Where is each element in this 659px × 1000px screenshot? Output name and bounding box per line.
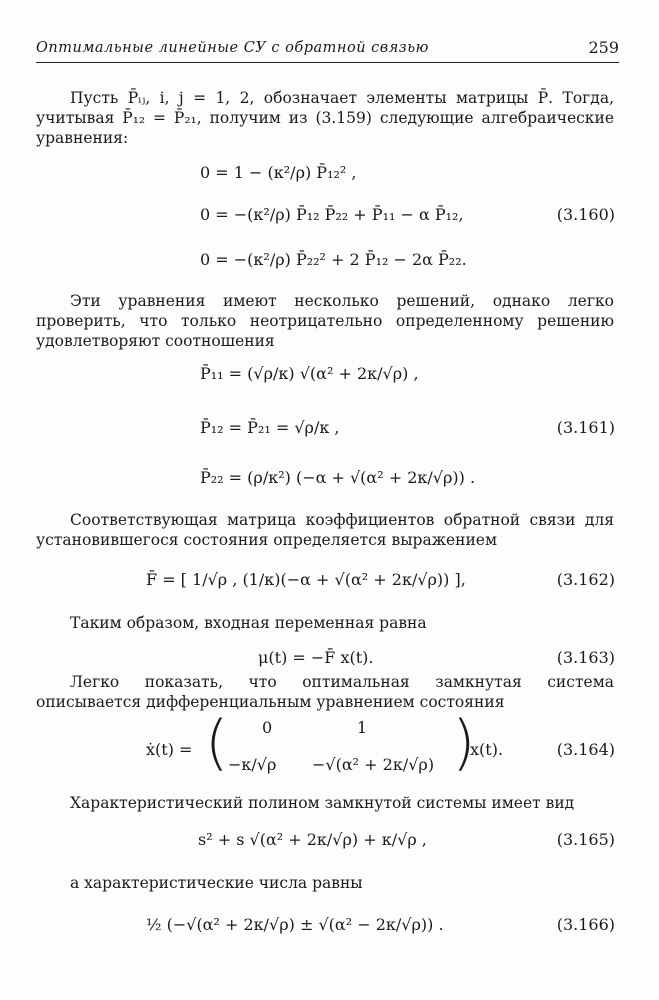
paragraph-7: а характеристические числа равны <box>70 874 363 892</box>
equation-3-165: s² + s √(α² + 2κ/√ρ) + κ/√ρ , <box>198 830 427 849</box>
equation-3-160-line-3: 0 = −(κ²/ρ) P̄₂₂² + 2 P̄₁₂ − 2α P̄₂₂. <box>200 250 467 269</box>
equation-3-161-line-1: P̄₁₁ = (√ρ/κ) √(α² + 2κ/√ρ) , <box>200 364 419 383</box>
running-header <box>36 38 619 63</box>
page-number: 259 <box>588 38 619 57</box>
equation-3-160-line-1: 0 = 1 − (κ²/ρ) P̄₁₂² , <box>200 163 357 182</box>
equation-3-163: μ(t) = −F̄ x(t). <box>258 648 374 667</box>
equation-3-162: F̄ = [ 1/√ρ , (1/κ)(−α + √(α² + 2κ/√ρ)) ], <box>146 570 466 589</box>
matrix-right-paren: ) <box>452 708 476 778</box>
paragraph-1: Пусть P̄ᵢⱼ, i, j = 1, 2, обозначает элементы матрицы P̄. Тогда, учитывая P̄₁₂ = P̄₂₁, получим из (3.159) следующие алгебраические уравнения: <box>36 89 614 147</box>
equation-number-3-160: (3.160) <box>556 205 615 224</box>
equation-3-164-rhs: x(t). <box>470 740 504 759</box>
paragraph-6: Характеристический полином замкнутой системы имеет вид <box>70 794 575 812</box>
equation-number-3-163: (3.163) <box>556 648 615 667</box>
matrix-entry-1-1: 0 <box>262 718 273 737</box>
equation-3-164-lhs: ẋ(t) = <box>146 740 193 759</box>
header-title: Оптимальные линейные СУ с обратной связью <box>36 40 429 56</box>
paragraph-5: Легко показать, что оптимальная замкнутая система описывается дифференциальным уравнением состояния <box>36 673 614 711</box>
matrix-left-paren: ( <box>205 708 229 778</box>
equation-3-161-line-3: P̄₂₂ = (ρ/κ²) (−α + √(α² + 2κ/√ρ)) . <box>200 468 476 487</box>
equation-number-3-165: (3.165) <box>556 830 615 849</box>
matrix-entry-2-2: −√(α² + 2κ/√ρ) <box>312 755 435 774</box>
equation-3-166: ½ (−√(α² + 2κ/√ρ) ± √(α² − 2κ/√ρ)) . <box>146 915 444 934</box>
paragraph-4: Таким образом, входная переменная равна <box>70 614 427 632</box>
equation-3-161-line-2: P̄₁₂ = P̄₂₁ = √ρ/κ , <box>200 418 340 437</box>
equation-number-3-164: (3.164) <box>556 740 615 759</box>
equation-number-3-162: (3.162) <box>556 570 615 589</box>
equation-number-3-166: (3.166) <box>556 915 615 934</box>
equation-number-3-161: (3.161) <box>556 418 615 437</box>
paragraph-2: Эти уравнения имеют несколько решений, однако легко проверить, что только неотрицательно определенному решению удовлетворяют соотношения <box>36 292 614 350</box>
matrix-entry-2-1: −κ/√ρ <box>228 755 277 774</box>
equation-3-160-line-2: 0 = −(κ²/ρ) P̄₁₂ P̄₂₂ + P̄₁₁ − α P̄₁₂, <box>200 205 464 224</box>
paragraph-3: Соответствующая матрица коэффициентов обратной связи для установившегося состояния определяется выражением <box>36 511 614 549</box>
matrix-entry-1-2: 1 <box>357 718 368 737</box>
